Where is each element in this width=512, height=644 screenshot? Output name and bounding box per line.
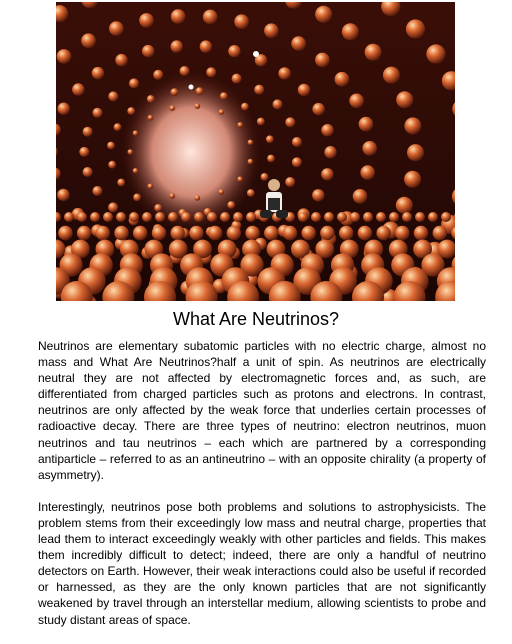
photomultiplier-tube [267,155,275,163]
photomultiplier-tube [292,157,302,167]
photomultiplier-tube [396,91,413,108]
photomultiplier-tube [339,226,353,240]
photomultiplier-tube [169,240,188,259]
photomultiplier-tube [208,226,222,240]
photomultiplier-tube [376,226,390,240]
photomultiplier-tube [245,226,259,240]
photomultiplier-tube [312,189,324,201]
photomultiplier-tube [349,94,364,109]
photomultiplier-tube [57,189,69,201]
photomultiplier-tube [195,103,201,109]
photomultiplier-tube [337,212,347,222]
photomultiplier-tube [441,212,451,222]
article-paragraph: Interestingly, neutrinos pose both problems and solutions to astrophysicists. The problem stems from their exceedingly low mass and neutral charge, properties that lead them to interact exceedingly weakly with other particles and fields. This makes them incredibly difficult to detect; indeed, there are only a handful of neutrino detectors on Earth. However, their weak interactions could also be useful if recorded or harnessed, as they are the only known particles that are not significantly weakened by travel through an interstellar medium, allowing scientists to probe and study distant areas of space. [38,499,486,627]
photomultiplier-tube [396,197,413,214]
photomultiplier-tube [234,14,249,29]
photomultiplier-tube [407,144,424,161]
photomultiplier-tube [324,146,336,158]
photomultiplier-tube [237,122,243,128]
photomultiplier-tube [189,226,203,240]
photomultiplier-tube [147,95,155,103]
ceiling-lamp [253,51,259,57]
photomultiplier-tube [360,165,375,180]
photomultiplier-tube [335,72,350,87]
photomultiplier-tube [169,193,175,199]
photomultiplier-tube [148,115,154,121]
photomultiplier-tube [219,109,225,115]
photomultiplier-tube [404,117,421,134]
photomultiplier-tube [155,212,165,222]
photomultiplier-tube [103,212,113,222]
photomultiplier-tube [247,189,255,197]
photomultiplier-tube [168,212,178,222]
photomultiplier-tube [72,83,84,95]
photomultiplier-tube [248,140,254,146]
photomultiplier-tube [196,87,204,95]
photomultiplier-tube [292,137,302,147]
photomultiplier-tube [127,107,135,115]
photomultiplier-tube [108,91,118,101]
photomultiplier-tube [194,212,204,222]
photomultiplier-tube [129,212,139,222]
photomultiplier-tube [324,212,334,222]
photomultiplier-tube [302,226,316,240]
photomultiplier-tube [358,226,372,240]
photomultiplier-tube [312,103,324,115]
photomultiplier-tube [353,189,368,204]
photomultiplier-tube [117,179,125,187]
photomultiplier-tube [261,173,269,181]
article-paragraph: Neutrinos are elementary subatomic particles with no electric charge, almost no mass and What Are Neutrinos?half a unit of spin. As neutrinos are electrically neutral they are not affected by electromagnetic forces and, as such, are differentiated from charged particles such as protons and electrons. In contrast, neutrinos are only affected by the weak force that underlies certain processes of radioactive decay. There are three types of neutrino: electron neutrinos, muon neutrinos and tau neutrinos – each which are partnered by a corresponding antiparticle – referred to as an antineutrino – with an opposite chirality (a property of asymmetry). [38,339,486,482]
photomultiplier-tube [365,44,382,61]
photomultiplier-tube [220,92,228,100]
photomultiplier-tube [133,130,139,136]
photomultiplier-tube [415,212,425,222]
photomultiplier-tube [395,226,409,240]
photomultiplier-tube [389,212,399,222]
photomultiplier-tube [181,212,191,222]
photomultiplier-tube [266,135,274,143]
photomultiplier-tube [200,40,212,52]
photomultiplier-tube [363,212,373,222]
photomultiplier-tube [83,127,93,137]
photomultiplier-tube [170,105,176,111]
photomultiplier-tube [58,103,70,115]
photomultiplier-tube [171,88,179,96]
photomultiplier-tube [129,78,139,88]
photomultiplier-tube [207,212,217,222]
photomultiplier-tube [171,226,185,240]
photomultiplier-tube [350,212,360,222]
photomultiplier-tube [107,142,115,150]
photomultiplier-tube [180,66,190,76]
photomultiplier-tube [93,108,103,118]
photomultiplier-tube [311,212,321,222]
photomultiplier-tube [298,84,310,96]
photomultiplier-tube [142,45,154,57]
photomultiplier-tube [154,204,162,212]
photomultiplier-tube [77,226,91,240]
photomultiplier-tube [321,124,333,136]
photomultiplier-tube [133,168,139,174]
photomultiplier-tube [142,212,152,222]
photomultiplier-tube [342,23,359,40]
tunnel-glow [121,72,261,232]
photomultiplier-tube [227,226,241,240]
photomultiplier-tube [152,226,166,240]
photomultiplier-tube [227,201,235,209]
photomultiplier-tube [81,33,96,48]
photomultiplier-tube [428,212,438,222]
detector-illustration [56,2,455,301]
photomultiplier-tube [315,53,330,68]
photomultiplier-tube [114,123,122,131]
photomultiplier-tube [219,189,225,195]
photomultiplier-tube [359,117,374,132]
photomultiplier-tube [171,40,183,52]
photomultiplier-tube [133,194,141,202]
article-body [38,338,486,644]
photomultiplier-tube [285,177,295,187]
photomultiplier-tube [273,99,283,109]
photomultiplier-tube [128,149,134,155]
photomultiplier-tube [92,186,102,196]
photomultiplier-tube [90,212,100,222]
photomultiplier-tube [148,184,154,190]
photomultiplier-tube [171,9,186,24]
photomultiplier-tube [109,21,124,36]
photomultiplier-tube [414,226,428,240]
photomultiplier-tube [116,212,126,222]
photomultiplier-tube [108,202,118,212]
photomultiplier-tube [264,23,279,38]
photomultiplier-tube [115,54,127,66]
photomultiplier-tube [77,212,87,222]
photomultiplier-tube [133,226,147,240]
photomultiplier-tube [114,226,128,240]
photomultiplier-tube [404,171,421,188]
photomultiplier-tube [264,226,278,240]
photomultiplier-tube [232,74,242,84]
photomultiplier-tube [58,226,72,240]
photomultiplier-tube [83,167,93,177]
photomultiplier-tube [241,103,249,111]
photomultiplier-tube [64,212,74,222]
photomultiplier-tube [233,212,243,222]
photomultiplier-tube [139,13,154,28]
page-title: What Are Neutrinos? [172,309,340,329]
photomultiplier-tube [79,147,89,157]
photomultiplier-tube [320,226,334,240]
photomultiplier-tube [433,226,447,240]
photomultiplier-tube [195,195,201,201]
photomultiplier-tube [57,49,72,64]
photomultiplier-tube [278,67,290,79]
photomultiplier-tube [203,10,218,25]
photomultiplier-tube [406,19,425,38]
photomultiplier-tube [257,118,265,126]
photomultiplier-tube [283,226,297,240]
photomultiplier-tube [298,212,308,222]
neutrino-detector-photo [56,2,455,301]
photomultiplier-tube [248,159,254,165]
photomultiplier-tube [426,44,445,63]
photomultiplier-tube [96,226,110,240]
photomultiplier-tube [92,67,104,79]
photomultiplier-tube [108,161,116,169]
photomultiplier-tube [383,67,400,84]
ceiling-lamp [189,85,194,90]
photomultiplier-tube [206,67,216,77]
photomultiplier-tube [237,176,243,182]
photomultiplier-tube [254,85,264,95]
photomultiplier-tube [228,45,240,57]
photomultiplier-tube [402,212,412,222]
photomultiplier-tube [153,70,163,80]
photomultiplier-tube [291,36,306,51]
photomultiplier-tube [362,141,377,156]
photomultiplier-tube [315,6,332,23]
photomultiplier-tube [285,117,295,127]
photomultiplier-tube [321,168,333,180]
photomultiplier-tube [376,212,386,222]
photomultiplier-tube [220,212,230,222]
photomultiplier-tube [246,212,256,222]
